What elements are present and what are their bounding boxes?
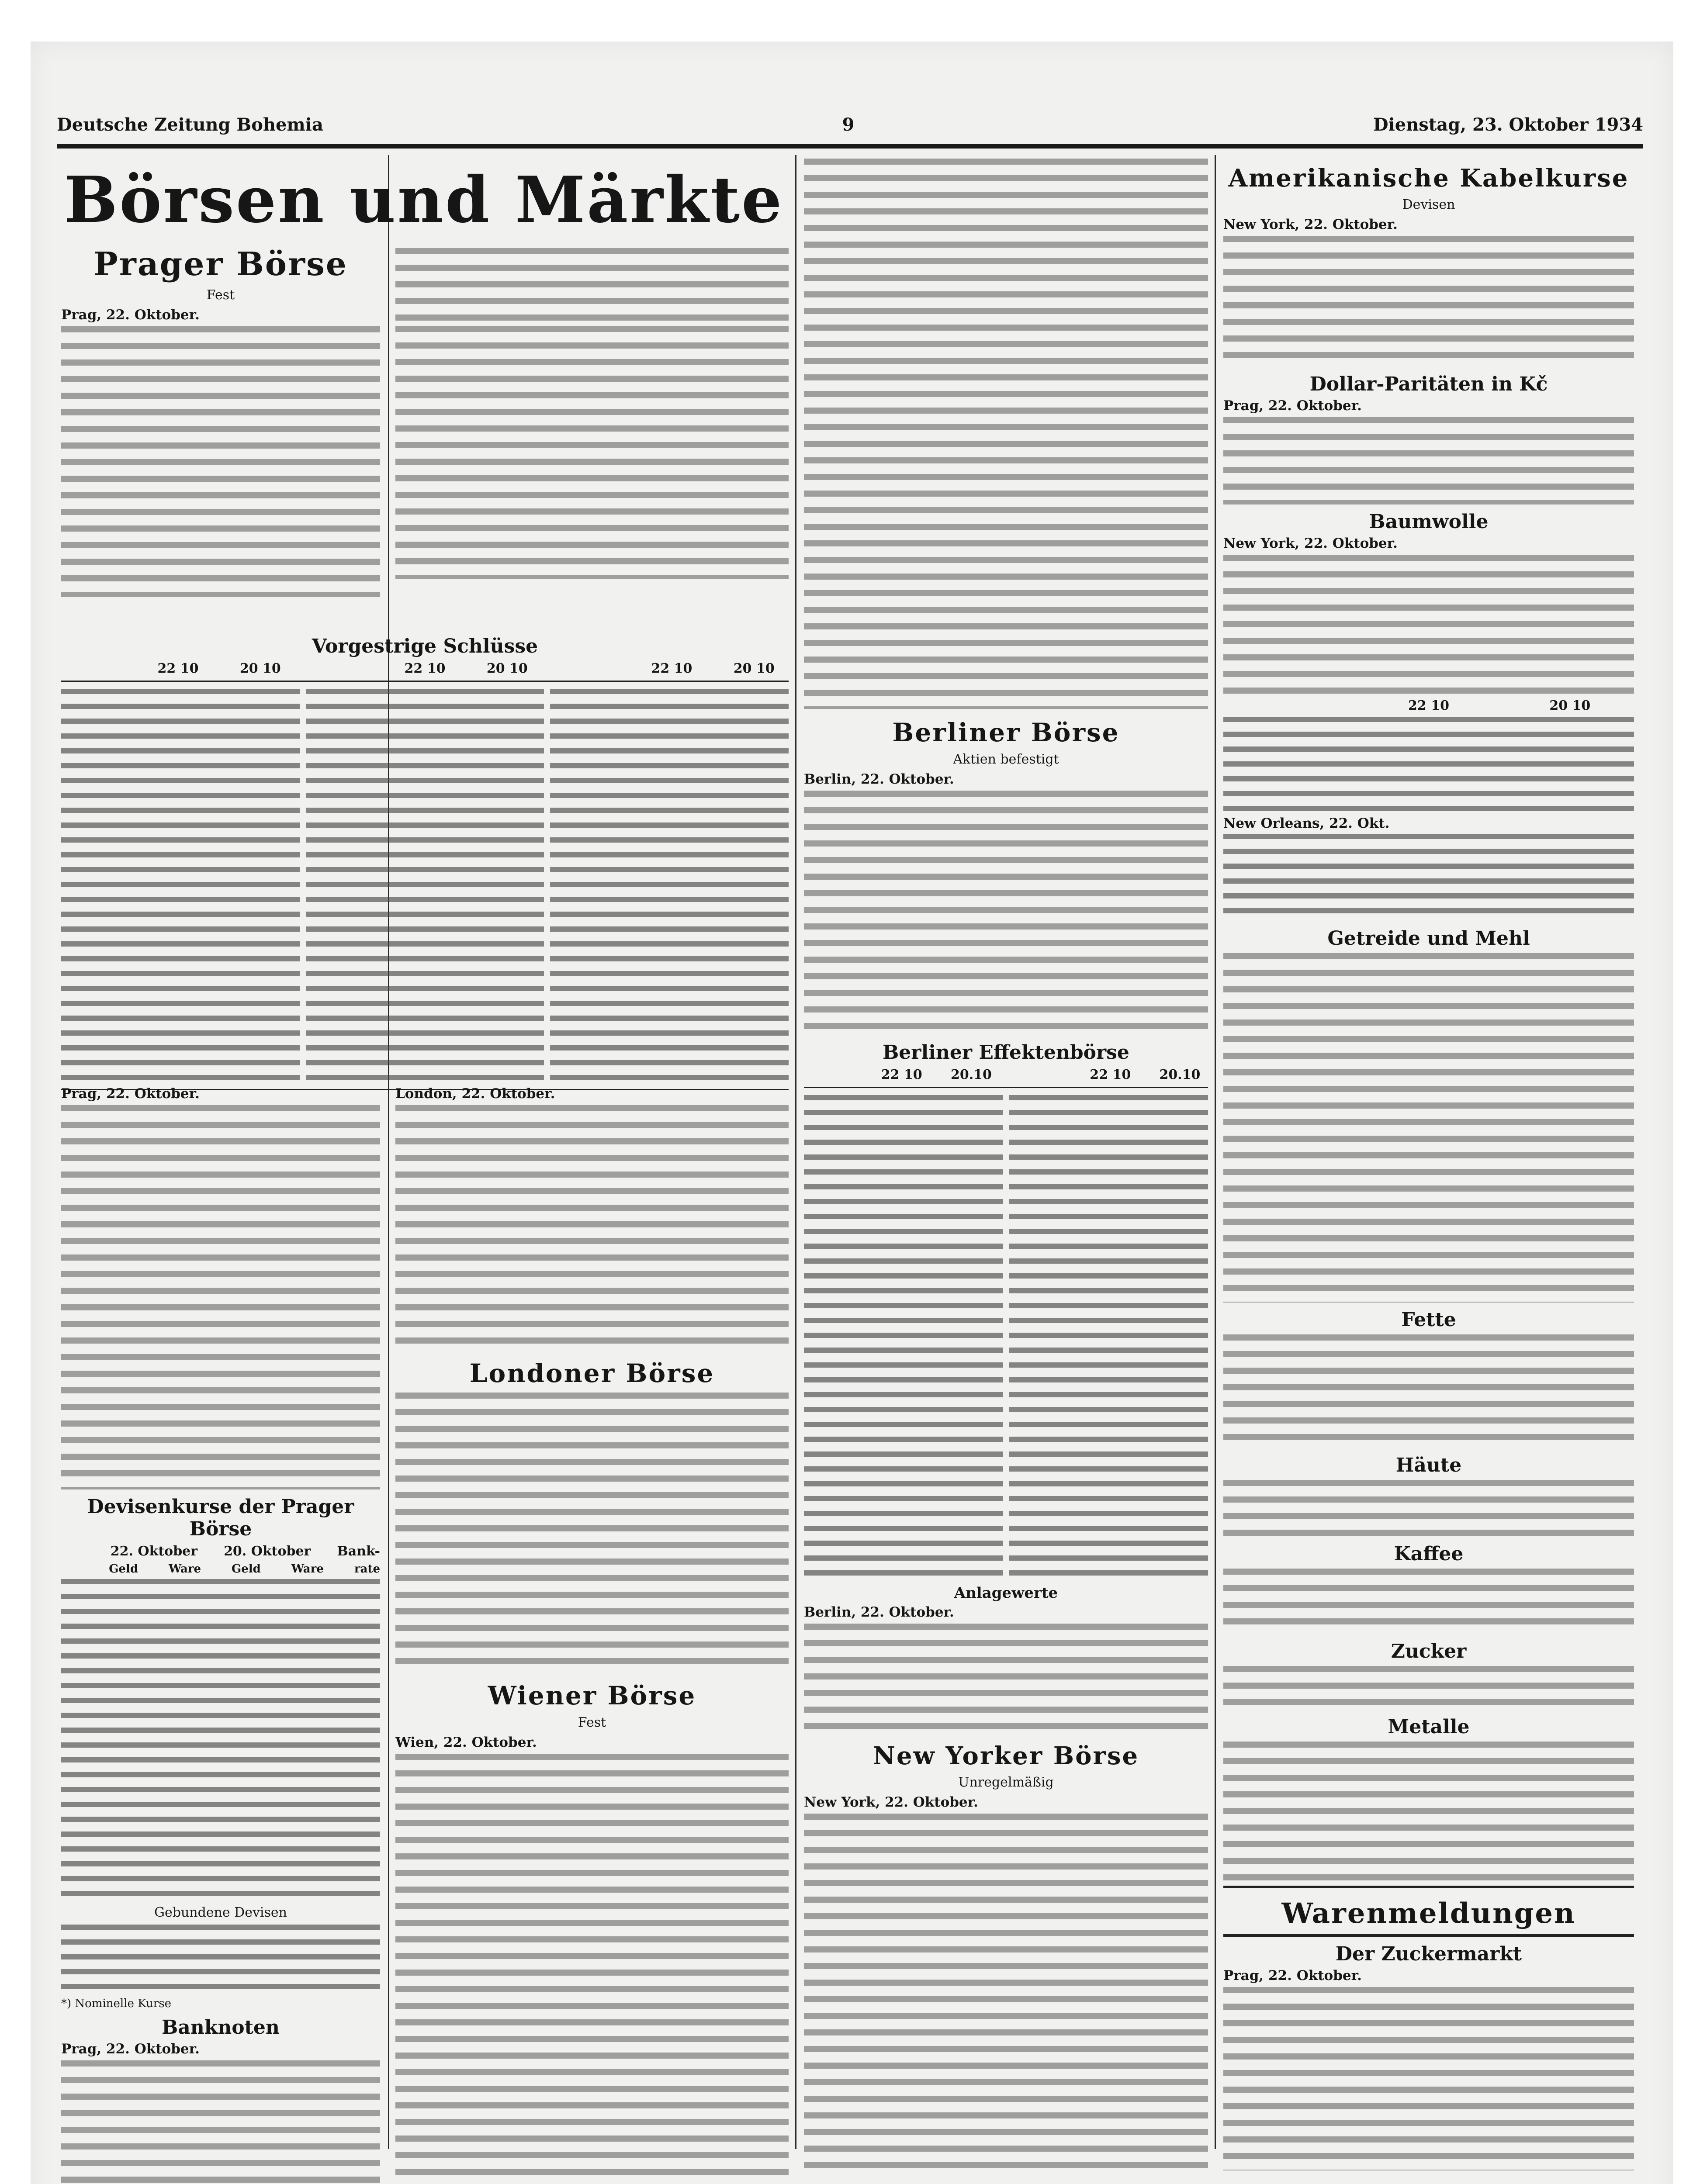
- prague-bourse-title: Prager Börse: [93, 245, 348, 283]
- text-block: [395, 1393, 789, 1672]
- text-block: [804, 1624, 1208, 1733]
- london-title: Londoner Börse: [469, 1358, 715, 1388]
- text-block: [1223, 1666, 1634, 1710]
- header-rule: [57, 144, 1643, 149]
- new-york-status: Unregelmäßig: [958, 1775, 1054, 1790]
- column-separator: [388, 155, 389, 2149]
- closing-table-header: 22 10 20 10 22 10 20 10 22 10 20 10: [157, 661, 775, 676]
- column-separator: [795, 155, 796, 2149]
- text-block: [395, 1105, 789, 1350]
- column-4: [1223, 155, 1634, 2149]
- table-block: [804, 1095, 1003, 1576]
- devisen-prague-subheader: Geld Ware Geld Ware rate: [109, 1562, 380, 1576]
- grain-title: Getreide und Mehl: [1327, 927, 1530, 950]
- text-block: [1223, 1569, 1634, 1634]
- column-2-lower: [395, 1083, 789, 2149]
- table-block: [306, 689, 544, 1082]
- table-block: [61, 1579, 380, 1902]
- sugar-market-dateline: Prag, 22. Oktober.: [1223, 1968, 1362, 1984]
- column-separator: [1215, 155, 1216, 2149]
- new-york-dateline: New York, 22. Oktober.: [804, 1794, 978, 1810]
- banknoten-title: Banknoten: [162, 2016, 280, 2039]
- text-block: [1223, 1334, 1634, 1448]
- cotton-dateline: New York, 22. Oktober.: [1223, 536, 1398, 551]
- sugar-title: Zucker: [1391, 1640, 1467, 1662]
- text-block: [395, 326, 789, 579]
- text-block: [1223, 1480, 1634, 1537]
- devisen-prague-header: 22. Oktober 20. Oktober Bank-: [110, 1544, 380, 1559]
- prague-dateline-2: Prag, 22. Oktober.: [61, 1086, 200, 1102]
- table-block: [1223, 717, 1634, 813]
- text-block: [1223, 1742, 1634, 1881]
- sugar-market-title: Der Zuckermarkt: [1335, 1943, 1522, 1965]
- table-block: [61, 689, 300, 1082]
- text-block: [804, 791, 1208, 1035]
- berlin-title: Berliner Börse: [892, 718, 1120, 747]
- text-block: [1223, 1987, 1634, 2170]
- text-block: [1223, 236, 1634, 367]
- orleans-dateline: New Orleans, 22. Okt.: [1223, 816, 1390, 831]
- cable-dateline: New York, 22. Oktober.: [1223, 217, 1398, 232]
- text-block: [1223, 417, 1634, 505]
- nominal-note: *) Nominelle Kurse: [61, 1997, 171, 2010]
- prague-dateline: Prag, 22. Oktober.: [61, 307, 200, 323]
- cable-title: Amerikanische Kabelkurse: [1228, 164, 1629, 193]
- dollar-dateline: Prag, 22. Oktober.: [1223, 398, 1362, 414]
- berlin-dateline: Berlin, 22. Oktober.: [804, 771, 954, 787]
- anlage-title: Anlagewerte: [954, 1584, 1058, 1602]
- fats-title: Fette: [1401, 1309, 1456, 1331]
- dollar-title: Dollar-Paritäten in Kč: [1309, 373, 1548, 395]
- table-block: [1009, 1095, 1208, 1576]
- text-block: [1223, 555, 1634, 695]
- goods-title: Warenmeldungen: [1281, 1897, 1576, 1930]
- text-block: [804, 159, 1208, 709]
- closing-title: Vorgestrige Schlüsse: [312, 635, 538, 657]
- page-number: 9: [842, 114, 855, 135]
- hides-title: Häute: [1395, 1454, 1462, 1476]
- effekten-title: Berliner Effektenbörse: [883, 1041, 1129, 1064]
- prague-status: Fest: [206, 287, 235, 303]
- coffee-title: Kaffee: [1394, 1543, 1464, 1565]
- metals-title: Metalle: [1388, 1716, 1470, 1738]
- text-block: [61, 326, 380, 597]
- text-block: [395, 1754, 789, 2184]
- text-block: [61, 1105, 380, 1489]
- berlin-status: Aktien befestigt: [953, 752, 1059, 767]
- issue-date: Dienstag, 23. Oktober 1934: [1373, 114, 1643, 135]
- masthead: Deutsche Zeitung Bohemia: [57, 114, 323, 135]
- vienna-title: Wiener Börse: [488, 1681, 696, 1711]
- table-block: [61, 1925, 380, 1994]
- anlage-dateline: Berlin, 22. Oktober.: [804, 1604, 954, 1620]
- table-block: [1223, 834, 1634, 921]
- cotton-title: Baumwolle: [1369, 511, 1489, 533]
- new-york-title: New Yorker Börse: [873, 1742, 1139, 1770]
- cable-devisen: Devisen: [1402, 197, 1455, 212]
- text-block: [1223, 953, 1634, 1303]
- text-block: [804, 1814, 1208, 2172]
- london-dateline: London, 22. Oktober.: [395, 1086, 555, 1102]
- vienna-dateline: Wien, 22. Oktober.: [395, 1735, 537, 1750]
- closing-table: [61, 629, 789, 1095]
- effekten-header: 22 10 20.10 22 10 20.10: [881, 1067, 1201, 1082]
- text-block: [61, 2060, 380, 2183]
- gebundene-devisen: Gebundene Devisen: [154, 1905, 287, 1920]
- column-1-lower: [61, 1083, 380, 2149]
- running-head: [57, 109, 1643, 140]
- table-block: [550, 689, 789, 1082]
- text-block: [395, 248, 789, 322]
- vienna-status: Fest: [578, 1715, 606, 1730]
- page-title: Börsen und Märkte: [64, 163, 784, 237]
- column-3: [804, 155, 1208, 2149]
- devisen-prague-title: Devisenkurse der Prager Börse: [87, 1496, 354, 1540]
- banknoten-dateline: Prag, 22. Oktober.: [61, 2041, 200, 2057]
- cotton-header: 22 10 20 10: [1408, 698, 1591, 713]
